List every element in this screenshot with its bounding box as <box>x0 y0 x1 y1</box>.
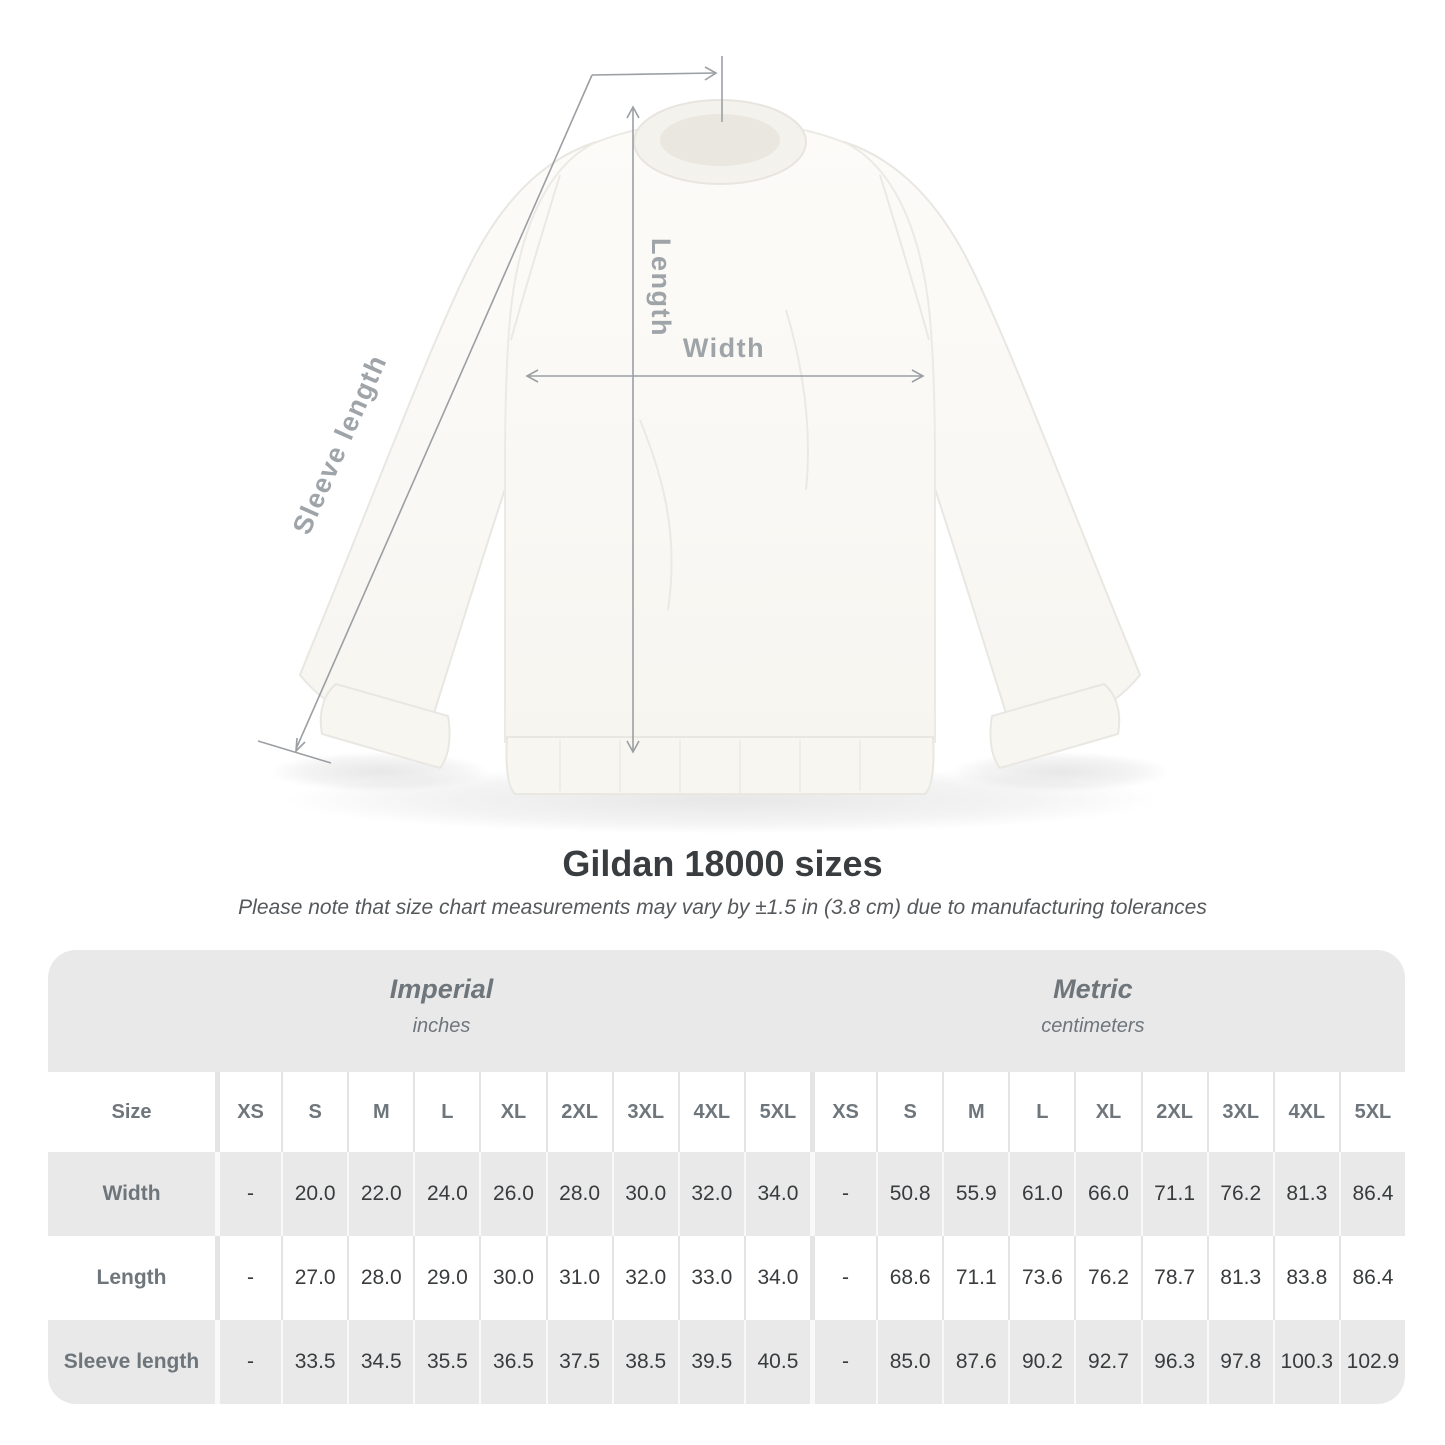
size-column-header: 5XL <box>744 1072 810 1152</box>
size-value-cell: 90.2 <box>1008 1320 1074 1404</box>
table-row <box>48 1236 1405 1320</box>
size-column-header: 2XL <box>1141 1072 1207 1152</box>
size-value-cell: 81.3 <box>1207 1236 1273 1320</box>
size-header-row <box>48 1072 1405 1152</box>
size-value-cell: 76.2 <box>1074 1236 1140 1320</box>
size-value-cell: 86.4 <box>1339 1236 1405 1320</box>
size-value-cell: 71.1 <box>1141 1152 1207 1236</box>
size-value-cell: 20.0 <box>281 1152 347 1236</box>
size-value-cell: 66.0 <box>1074 1152 1140 1236</box>
table-row <box>48 1152 1405 1236</box>
size-column-header: M <box>942 1072 1008 1152</box>
size-column-header: 4XL <box>678 1072 744 1152</box>
tolerance-note: Please note that size chart measurements may vary by ±1.5 in (3.8 cm) due to manufacturing tolerances <box>238 896 1207 919</box>
size-value-cell: 92.7 <box>1074 1320 1140 1404</box>
size-column-header: XS <box>215 1072 281 1152</box>
size-value-cell: 32.0 <box>612 1236 678 1320</box>
length-label: Length <box>646 238 676 337</box>
size-value-cell: - <box>810 1152 876 1236</box>
size-column-header: 3XL <box>1207 1072 1273 1152</box>
size-value-cell: 39.5 <box>678 1320 744 1404</box>
size-column-header: 2XL <box>546 1072 612 1152</box>
size-value-cell: - <box>215 1152 281 1236</box>
size-value-cell: 71.1 <box>942 1236 1008 1320</box>
size-column-header: XS <box>810 1072 876 1152</box>
size-value-cell: 28.0 <box>546 1152 612 1236</box>
size-value-cell: 22.0 <box>347 1152 413 1236</box>
size-column-header: L <box>413 1072 479 1152</box>
metric-group-header <box>1041 974 1144 1038</box>
size-value-cell: 34.0 <box>744 1152 810 1236</box>
size-value-cell: 81.3 <box>1273 1152 1339 1236</box>
table-rows <box>48 1152 1405 1404</box>
size-value-cell: 83.8 <box>1273 1236 1339 1320</box>
row-label: Width <box>102 1182 161 1205</box>
imperial-label: Imperial <box>389 974 494 1004</box>
size-column-header: XL <box>1074 1072 1140 1152</box>
size-value-cell: 37.5 <box>546 1320 612 1404</box>
size-column-header: S <box>876 1072 942 1152</box>
size-value-cell: 100.3 <box>1273 1320 1339 1404</box>
size-value-cell: 27.0 <box>281 1236 347 1320</box>
page-title: Gildan 18000 sizes <box>562 843 883 884</box>
sleeve-length-label: Sleeve length <box>286 349 393 539</box>
size-value-cell: 34.5 <box>347 1320 413 1404</box>
size-value-cell: 68.6 <box>876 1236 942 1320</box>
collar <box>634 100 806 184</box>
size-value-cell: 34.0 <box>744 1236 810 1320</box>
size-value-cell: 29.0 <box>413 1236 479 1320</box>
size-column-header: 5XL <box>1339 1072 1405 1152</box>
size-value-cell: 35.5 <box>413 1320 479 1404</box>
waistband <box>506 737 933 794</box>
left-cuff-shadow <box>270 752 490 792</box>
size-value-cell: - <box>215 1236 281 1320</box>
size-value-cell: 30.0 <box>479 1236 545 1320</box>
width-label: Width <box>682 333 766 363</box>
imperial-group-header <box>390 974 494 1038</box>
right-cuff-shadow <box>950 752 1170 792</box>
size-value-cell: 73.6 <box>1008 1236 1074 1320</box>
row-label: Sleeve length <box>63 1350 200 1373</box>
unit-header-band <box>48 950 1405 1072</box>
size-value-cell: - <box>810 1236 876 1320</box>
size-value-cell: 33.5 <box>281 1320 347 1404</box>
size-value-cell: 31.0 <box>546 1236 612 1320</box>
size-value-cell: 86.4 <box>1339 1152 1405 1236</box>
size-value-cell: 32.0 <box>678 1152 744 1236</box>
size-value-cell: 30.0 <box>612 1152 678 1236</box>
size-value-cell: - <box>810 1320 876 1404</box>
size-value-cell: 97.8 <box>1207 1320 1273 1404</box>
size-column-header: M <box>347 1072 413 1152</box>
size-value-cell: 33.0 <box>678 1236 744 1320</box>
size-value-cell: 87.6 <box>942 1320 1008 1404</box>
size-table <box>48 950 1405 1404</box>
sweatshirt-body <box>505 122 935 742</box>
size-value-cell: - <box>215 1320 281 1404</box>
size-value-cell: 40.5 <box>744 1320 810 1404</box>
metric-sublabel: centimeters <box>1041 1015 1145 1037</box>
metric-label: Metric <box>1053 974 1133 1004</box>
size-value-cell: 55.9 <box>942 1152 1008 1236</box>
size-value-cell: 36.5 <box>479 1320 545 1404</box>
size-value-cell: 85.0 <box>876 1320 942 1404</box>
size-header-label: Size <box>111 1100 152 1123</box>
size-column-header: 4XL <box>1273 1072 1339 1152</box>
imperial-sublabel: inches <box>412 1015 471 1037</box>
size-value-cell: 78.7 <box>1141 1236 1207 1320</box>
size-value-cell: 50.8 <box>876 1152 942 1236</box>
table-row <box>48 1320 1405 1404</box>
size-value-cell: 96.3 <box>1141 1320 1207 1404</box>
size-value-cell: 61.0 <box>1008 1152 1074 1236</box>
size-value-cell: 76.2 <box>1207 1152 1273 1236</box>
size-column-header: 3XL <box>612 1072 678 1152</box>
size-value-cell: 102.9 <box>1339 1320 1405 1404</box>
size-column-header: XL <box>479 1072 545 1152</box>
size-value-cell: 24.0 <box>413 1152 479 1236</box>
size-value-cell: 26.0 <box>479 1152 545 1236</box>
size-value-cell: 28.0 <box>347 1236 413 1320</box>
size-value-cell: 38.5 <box>612 1320 678 1404</box>
row-label: Length <box>96 1266 167 1289</box>
size-column-header: S <box>281 1072 347 1152</box>
size-column-header: L <box>1008 1072 1074 1152</box>
